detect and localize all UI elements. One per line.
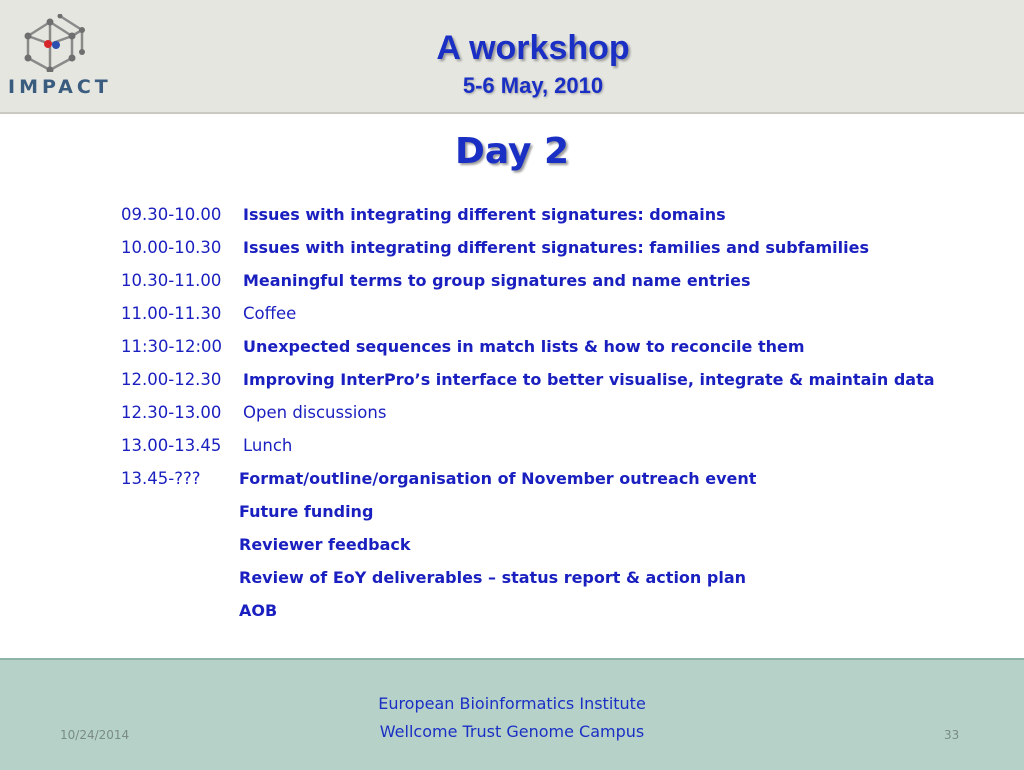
slide-number: 33 — [944, 728, 960, 742]
agenda-topic: Open discussions — [243, 403, 387, 422]
slide-footer — [0, 658, 1024, 770]
agenda-topic: AOB — [239, 601, 278, 620]
agenda-row — [121, 396, 1011, 429]
agenda-time: 13.00-13.45 — [121, 436, 222, 455]
agenda-row — [121, 198, 1011, 231]
logo-wordmark: IMPACT — [8, 76, 112, 98]
agenda-time: 13.45-??? — [121, 469, 201, 488]
agenda-row — [121, 297, 1011, 330]
footer-institute: European Bioinformatics Institute — [378, 694, 646, 713]
agenda-time: 10.00-10.30 — [121, 238, 222, 257]
slide-subtitle: 5-6 May, 2010 — [462, 73, 604, 98]
agenda-row — [121, 594, 1011, 627]
agenda-topic: Format/outline/organisation of November outreach event — [239, 469, 757, 488]
agenda-time: 11:30-12:00 — [121, 337, 223, 356]
slide-title: A workshop — [436, 29, 630, 67]
slide-header — [0, 0, 1024, 114]
agenda-row — [121, 528, 1011, 561]
agenda-topic: Review of EoY deliverables – status report & action plan — [239, 568, 746, 587]
agenda-row — [121, 462, 1011, 495]
agenda-row — [121, 231, 1011, 264]
agenda-row — [121, 264, 1011, 297]
agenda-row — [121, 330, 1011, 363]
footer-campus: Wellcome Trust Genome Campus — [379, 722, 645, 741]
agenda-list — [121, 198, 1011, 627]
agenda-row — [121, 495, 1011, 528]
agenda-row — [121, 363, 1011, 396]
agenda-topic: Reviewer feedback — [239, 535, 411, 554]
agenda-time: 12.00-12.30 — [121, 370, 222, 389]
agenda-time: 11.00-11.30 — [121, 304, 222, 323]
agenda-row — [121, 429, 1011, 462]
agenda-topic: Meaningful terms to group signatures and name entries — [243, 271, 751, 290]
agenda-topic: Lunch — [243, 436, 293, 455]
day-heading: Day 2 — [454, 131, 570, 172]
agenda-topic: Future funding — [239, 502, 374, 521]
agenda-topic: Issues with integrating different signatures: families and subfamilies — [243, 238, 869, 257]
agenda-topic: Issues with integrating different signatures: domains — [243, 205, 726, 224]
footer-date: 10/24/2014 — [60, 728, 130, 742]
agenda-topic: Coffee — [243, 304, 297, 323]
agenda-time: 10.30-11.00 — [121, 271, 222, 290]
agenda-row — [121, 561, 1011, 594]
agenda-time: 09.30-10.00 — [121, 205, 222, 224]
agenda-time: 12.30-13.00 — [121, 403, 222, 422]
agenda-topic: Unexpected sequences in match lists & how to reconcile them — [243, 337, 805, 356]
agenda-topic: Improving InterPro’s interface to better visualise, integrate & maintain data — [243, 370, 935, 389]
